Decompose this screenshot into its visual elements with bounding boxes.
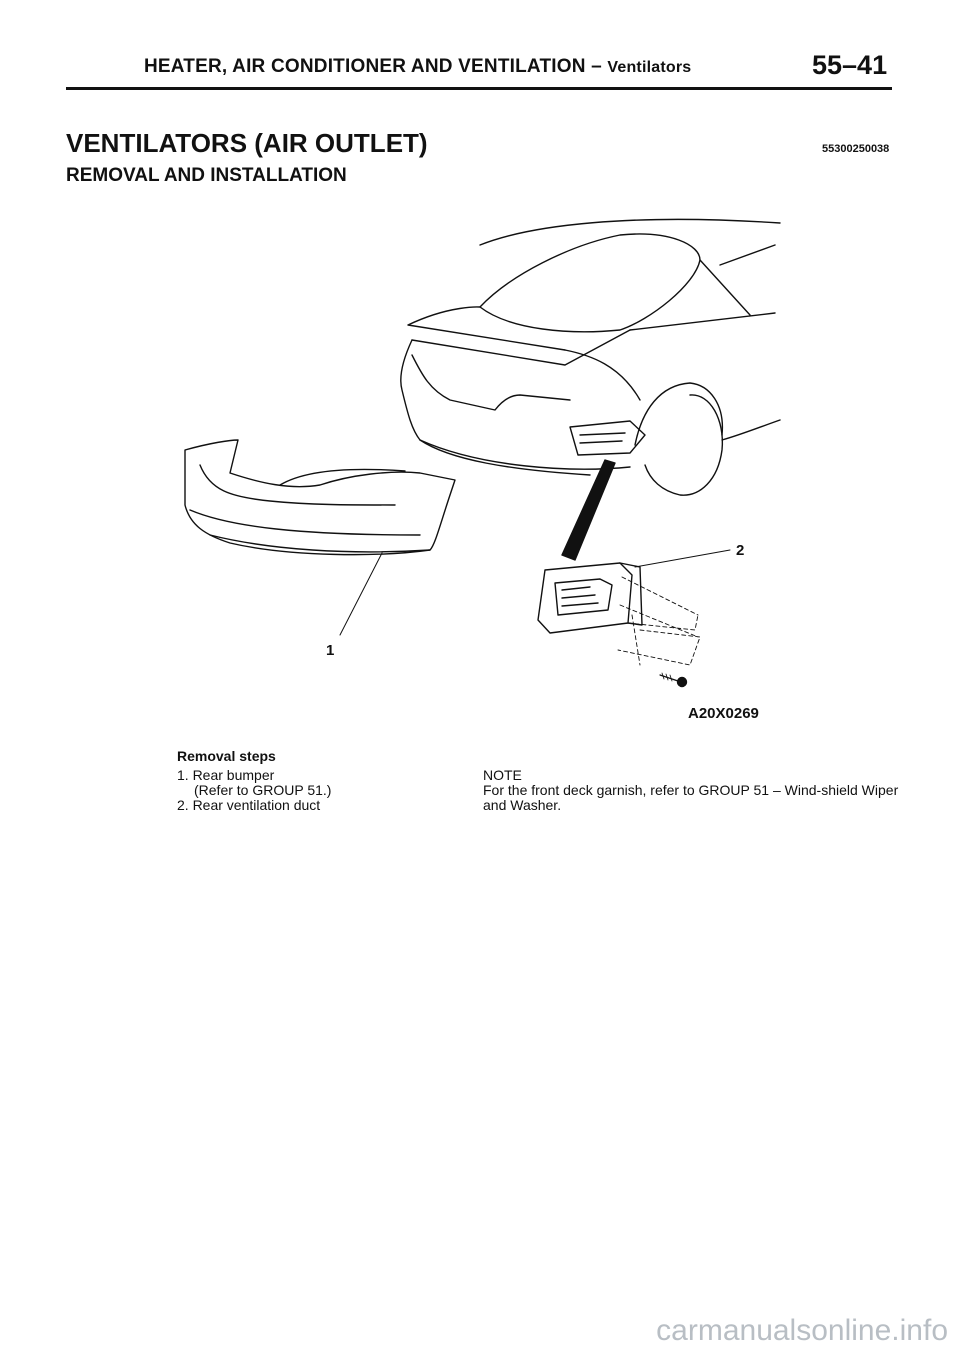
list-item: 2. Rear ventilation duct bbox=[177, 797, 321, 813]
car-rear-window bbox=[480, 234, 700, 332]
ventilation-duct bbox=[538, 563, 632, 633]
screw bbox=[660, 673, 687, 687]
note-block bbox=[483, 768, 903, 813]
list-item: (Refer to GROUP 51.) bbox=[194, 782, 332, 798]
header-divider bbox=[66, 87, 892, 90]
callout-1: 1 bbox=[326, 642, 335, 659]
car-tire bbox=[645, 395, 722, 495]
section-code: 55300250038 bbox=[822, 143, 890, 155]
car-side-line bbox=[722, 420, 780, 440]
car-trunk-edge bbox=[565, 350, 640, 400]
callout-2: 2 bbox=[736, 542, 745, 559]
page-number: 55–41 bbox=[812, 50, 888, 80]
section-title: VENTILATORS (AIR OUTLET) bbox=[66, 128, 428, 158]
note-text: For the front deck garnish, refer to GROUP 51 – Wind-shield Wiper and Washer. bbox=[483, 782, 899, 813]
car-wheel-arch bbox=[635, 383, 722, 445]
car-roof bbox=[480, 219, 780, 245]
car-trunk-lid bbox=[408, 307, 630, 365]
leader-line-2 bbox=[635, 550, 730, 567]
note-label: NOTE bbox=[483, 767, 522, 783]
header-subtitle: Ventilators bbox=[607, 59, 692, 76]
footer bbox=[0, 1294, 960, 1358]
car-c-pillar bbox=[630, 260, 775, 330]
car-c-pillar-line bbox=[720, 245, 775, 265]
running-header bbox=[144, 56, 691, 78]
watermark-text: carmanualsonline.info bbox=[656, 1314, 948, 1347]
rear-bumper bbox=[185, 440, 455, 555]
header-title: HEATER, AIR CONDITIONER AND VENTILATION – bbox=[144, 56, 608, 77]
removal-steps-heading: Removal steps bbox=[177, 748, 276, 764]
car-rear-panel bbox=[401, 340, 590, 475]
leader-line-1 bbox=[340, 553, 382, 635]
car-tail-lamp bbox=[412, 355, 570, 410]
removal-steps-list bbox=[177, 768, 331, 813]
duct-mounted bbox=[570, 421, 645, 455]
removal-illustration bbox=[150, 205, 810, 705]
subsection-title: REMOVAL AND INSTALLATION bbox=[66, 165, 347, 186]
figure-id: A20X0269 bbox=[688, 705, 759, 722]
list-item: 1. Rear bumper bbox=[177, 767, 275, 783]
